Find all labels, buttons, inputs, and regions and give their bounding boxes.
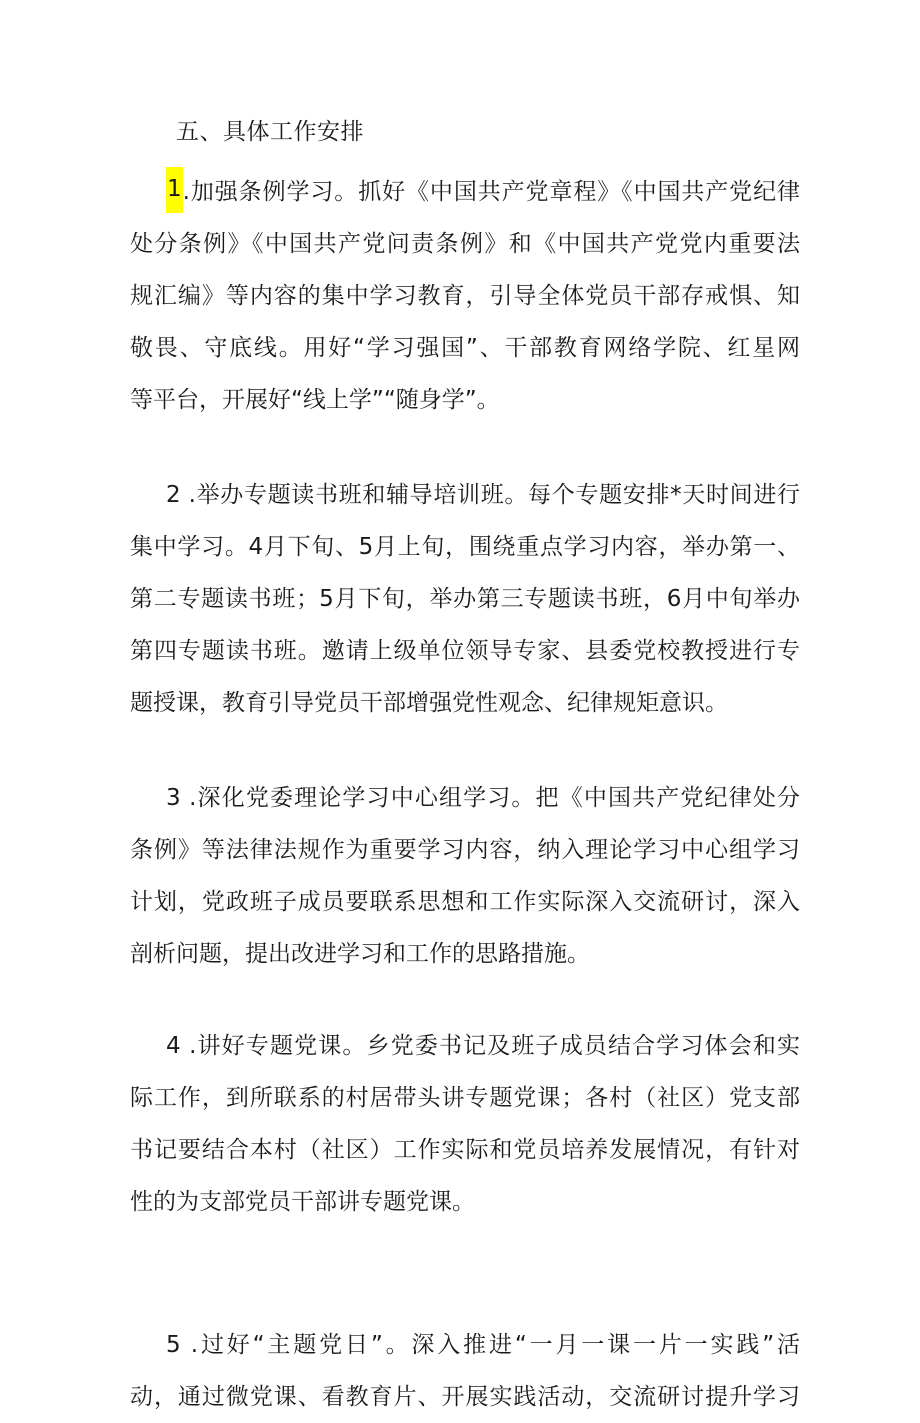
paragraph-line: 际工作，到所联系的村居带头讲专题党课；各村（社区）党支部 (130, 1085, 800, 1111)
paragraph-line: 敬畏、守底线。用好“学习强国”、干部教育网络学院、红星网 (130, 335, 800, 361)
paragraph-line: 2 .举办专题读书班和辅导培训班。每个专题安排*天时间进行 (166, 482, 800, 508)
paragraph-line: 等平台，开展好“线上学”“随身学”。 (130, 387, 500, 413)
paragraph-line: 处分条例》《中国共产党问责条例》和《中国共产党党内重要法 (130, 231, 800, 257)
paragraph-3 (130, 772, 800, 980)
line-text: .加强条例学习。抓好《中国共产党章程》《中国共产党纪律 (182, 179, 800, 205)
paragraph-line: 4 .讲好专题党课。乡党委书记及班子成员结合学习体会和实 (166, 1033, 800, 1059)
paragraph-line: 集中学习。4月下旬、5月上旬，围绕重点学习内容，举办第一、 (130, 534, 800, 560)
paragraph-line: 题授课，教育引导党员干部增强党性观念、纪律规矩意识。 (130, 690, 728, 716)
paragraph-line: 5 .过好“主题党日”。深入推进“一月一课一片一实践”活 (166, 1332, 800, 1358)
paragraph-5 (130, 1319, 800, 1423)
paragraph-line (130, 166, 800, 218)
paragraph-line: 剖析问题，提出改进学习和工作的思路措施。 (130, 941, 590, 967)
paragraph-line: 3 .深化党委理论学习中心组学习。把《中国共产党纪律处分 (166, 785, 800, 811)
paragraph-line: 计划，党政班子成员要联系思想和工作实际深入交流研讨，深入 (130, 889, 800, 915)
paragraph-line: 条例》等法律法规作为重要学习内容，纳入理论学习中心组学习 (130, 837, 800, 863)
paragraph-1 (130, 166, 800, 426)
paragraph-line: 性的为支部党员干部讲专题党课。 (130, 1189, 475, 1215)
section-heading: 五、具体工作安排 (176, 119, 364, 145)
highlighted-number: 1 (166, 167, 183, 213)
paragraph-line: 第四专题读书班。邀请上级单位领导专家、县委党校教授进行专 (130, 638, 800, 664)
paragraph-line: 动，通过微党课、看教育片、开展实践活动，交流研讨提升学习 (130, 1384, 800, 1410)
paragraph-4 (130, 1020, 800, 1228)
paragraph-line: 规汇编》等内容的集中学习教育，引导全体党员干部存戒惧、知 (130, 283, 800, 309)
paragraph-2 (130, 469, 800, 729)
paragraph-line: 书记要结合本村（社区）工作实际和党员培养发展情况，有针对 (130, 1137, 800, 1163)
paragraph-line: 第二专题读书班；5月下旬，举办第三专题读书班，6月中旬举办 (130, 586, 800, 612)
